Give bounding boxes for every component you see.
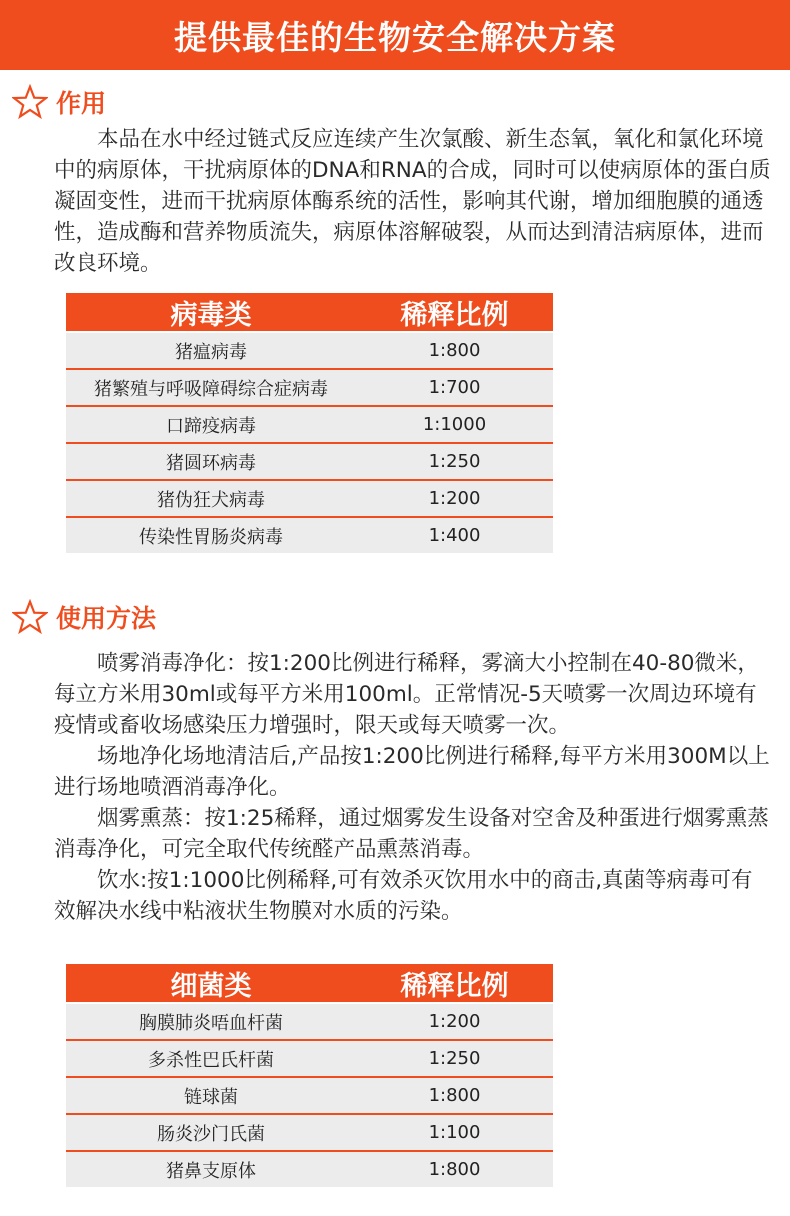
table-row	[66, 518, 553, 553]
row-category: 多杀性巴氏杆菌	[148, 1049, 274, 1071]
section-title: 作用	[56, 89, 107, 118]
star-outline-icon	[12, 599, 48, 635]
table-row	[66, 444, 553, 481]
header-ratio: 稀释比例	[400, 970, 509, 1002]
row-category: 链球菌	[184, 1086, 238, 1108]
top-banner	[0, 0, 790, 70]
row-category: 猪繁殖与呼吸障碍综合症病毒	[94, 378, 328, 400]
row-ratio: 1:800	[428, 1085, 481, 1106]
header-ratio: 稀释比例	[400, 299, 509, 331]
header-category: 细菌类	[170, 970, 252, 1002]
section-title: 使用方法	[56, 604, 157, 633]
section-heading-usage	[12, 597, 156, 637]
row-category: 肠炎沙门氏菌	[157, 1123, 265, 1145]
table-row	[66, 1004, 553, 1041]
table-header	[66, 964, 553, 1004]
bacteria-dilution-table	[66, 964, 553, 1187]
row-ratio: 1:250	[428, 451, 481, 472]
effect-paragraph: 本品在水中经过链式反应连续产生次氯酸、新生态氧，氧化和氯化环境中的病原体，干扰病原体的DNA和RNA的合成，同时可以使病原体的蛋白质凝固变性，进而干扰病原体酶系统的活性，影响其代谢，增加细胞膜的通透性，造成酶和营养物质流失，病原体溶解破裂，从而达到清洁病原体，进而改良环境。	[54, 127, 771, 276]
row-ratio: 1:1000	[422, 414, 487, 435]
table-row	[66, 481, 553, 518]
header-category: 病毒类	[170, 299, 252, 331]
table-row	[66, 1078, 553, 1115]
row-ratio: 1:700	[428, 377, 481, 398]
usage-spray: 喷雾消毒净化：按1:200比例进行稀释，雾滴大小控制在40-80微米，每立方米用30ml或每平方米用100ml。正常情况-5天喷雾一次周边环境有疫情或畜收场感染压力增强时，限天或每天喷雾一次。	[54, 651, 759, 738]
table-row	[66, 1115, 553, 1152]
usage-paragraphs	[54, 648, 774, 927]
row-category: 口蹄疫病毒	[166, 415, 256, 437]
table-header	[66, 293, 553, 333]
usage-drinking-water: 饮水:按1:1000比例稀释,可有效杀灭饮用水中的商击,真菌等病毒可有效解决水线中粘液状生物膜对水质的污染。	[54, 868, 753, 924]
section-heading-effect	[12, 82, 106, 122]
row-ratio: 1:250	[428, 1048, 481, 1069]
row-ratio: 1:200	[428, 1011, 481, 1032]
usage-fumigation: 烟雾熏蒸：按1:25稀释，通过烟雾发生设备对空舍及种蛋进行烟雾熏蒸消毒净化，可完全取代传统醛产品熏蒸消毒。	[54, 806, 769, 862]
star-outline-icon	[12, 84, 48, 120]
table-row	[66, 1152, 553, 1187]
table-row	[66, 1041, 553, 1078]
row-ratio: 1:800	[428, 1159, 481, 1180]
table-row	[66, 333, 553, 370]
row-category: 猪鼻支原体	[166, 1160, 256, 1182]
row-ratio: 1:200	[428, 488, 481, 509]
row-category: 胸膜肺炎唔血杆菌	[139, 1012, 283, 1034]
row-category: 猪瘟病毒	[175, 341, 247, 363]
row-category: 传染性胃肠炎病毒	[139, 526, 283, 548]
row-ratio: 1:100	[428, 1122, 481, 1143]
row-category: 猪圆环病毒	[166, 452, 256, 474]
row-ratio: 1:400	[428, 525, 481, 546]
table-row	[66, 407, 553, 444]
table-row	[66, 370, 553, 407]
banner-title: 提供最佳的生物安全解决方案	[174, 17, 616, 57]
usage-site: 场地净化场地清洁后,产品按1:200比例进行稀释,每平方米用300M以上进行场地喷酒消毒净化。	[54, 744, 770, 800]
virus-dilution-table	[66, 293, 553, 553]
row-category: 猪伪狂犬病毒	[157, 489, 265, 511]
row-ratio: 1:800	[428, 340, 481, 361]
